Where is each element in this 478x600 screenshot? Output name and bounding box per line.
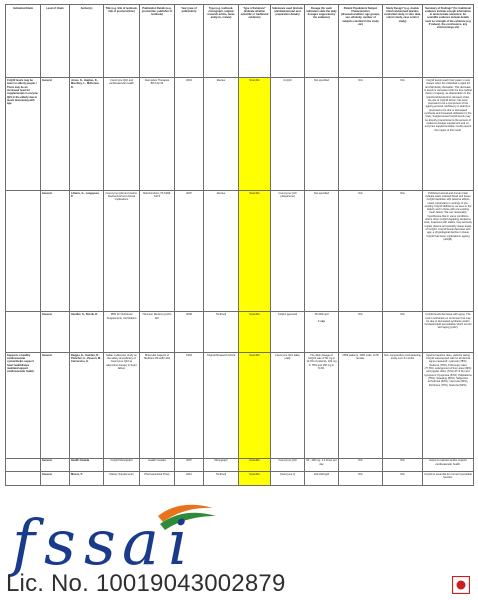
cell-year: 2004 (175, 78, 204, 191)
cell-substance: CoQ10 (271, 78, 305, 191)
cell-evidence: Scientific (239, 353, 271, 459)
table-row (6, 190, 474, 312)
cell-evidence: Scientific (239, 312, 271, 353)
cell-level: General (41, 458, 70, 472)
cell-publication: Mitochondrion 7S:S168-S174 (140, 190, 175, 312)
cell-title: PDR for Nutritional Supplements, 2nd Edition (104, 312, 140, 353)
cell-dosage: 30 - 100 mg, 1-3 times per day (305, 458, 339, 472)
cell-design: Non-comparative postmarketing study over 3 months (383, 353, 423, 459)
cell-population: N/A (339, 190, 383, 312)
cell-substance: CoQ10 (general) (271, 312, 305, 353)
cell-level: General (41, 190, 70, 312)
cell-evidence: Scientific (239, 472, 271, 486)
cell-design: N/A (383, 190, 423, 312)
cell-evidence: Scientific (239, 190, 271, 312)
cell-level: General (41, 353, 70, 459)
cell-title: CoQ10 Monograph (104, 458, 140, 472)
cell-publication: Alternative Therapies 88:3,22-33 (140, 78, 175, 191)
svg-text:i: i (168, 506, 188, 579)
cell-summary: Published animal and human trials indicate statin induced blood and tissue CoQ10 depletion with adverse effects noted, particularly in settings of pre-existing CoQ10 deficiency as seen in the elderly and in those with pre-existing heart failure. We can reasonably hypothesise that in some conditions where other CoQ10 depleting situations exist, treatment with statins may seriously impact plasma and possibly tissue levels of CoQ10. CoQ10 levels decrease with age; a physiological decline in tissue CoQ10 has been implicated in ageing (ubiQ8). (423, 190, 474, 312)
cell-evidence: Scientific (239, 78, 271, 191)
cell-authors: Health Canada (70, 458, 104, 472)
cell-population: N/A (339, 78, 383, 191)
dosage-value: 30-200mg/d (314, 313, 329, 317)
cell-publication: Molecular Aspects of Medicine 8S:s287-294 (140, 353, 175, 459)
cell-design: N/A (383, 312, 423, 353)
cell-summary: Against baseline rates, patients taking CoQ10 experienced relief in all clinical signs measured: cyanosis (78%), Oedema (79%), Pulmonary rales (77.8%), enlargement of liver area (49%) and jugular reflux (72%) (P<0.01) and symptoms: Dyspnoea (53%), Palpitations (75%), Sweating (80%), Subjective arrhythmia (63%), Insomnia (60%), Dizziness (73%), Nocturia (50%). (423, 353, 474, 459)
cell-dosage: Not specified (305, 190, 339, 312)
cell-authors: Baggio, E., Gandini, R., Plancher, A., Passeri, M., Carmosino, G. (70, 353, 104, 459)
cell-year: 2012 (175, 472, 204, 486)
cell-type: Textbook (204, 472, 239, 486)
cell-design: N/A (383, 78, 423, 191)
cell-authors: Jones, K., Hughes, K., Mischley, L., McKenna, D. (70, 78, 104, 191)
cell-claim (6, 472, 41, 486)
cell-substance: Coenzyme Q10 taken orally (271, 353, 305, 459)
cell-population: N/A (339, 312, 383, 353)
header-substance: Substance used (include plant/animal part and preparation details) (271, 5, 305, 78)
cell-type: Textbook (204, 312, 239, 353)
red-dot-icon (452, 576, 470, 594)
cell-title: Italian multicenter study on the safety and efficacy of Coenzyme Q10 as adjunctive therapy in heart failure (104, 353, 140, 459)
cell-publication: Thomson Reuters pp101-110. (140, 312, 175, 353)
cell-claim: Supports a healthy cardiovascular system/helps support heart health/helps maintain/support cardiovascular health. (6, 353, 41, 459)
cell-population: N/A (339, 458, 383, 472)
header-type: Type (e.g. textbook, monograph, original research article, meta-analysis, review) (204, 5, 239, 78)
cell-claim: CoQ10 levels may be lower in elderly people. / There may be an increased need for supplemental co-enzyme Q10 in the elderly due to levels decreasing with age. (6, 78, 41, 191)
cell-dosage (305, 312, 339, 353)
cell-type: Review (204, 78, 239, 191)
header-summary: Summary of Findings* (for traditional evidence include enough information to demonstrate relevance; for scientific evidence include details such as strength of the evidence (e.g P values), the conclusions, any shortcomings etc) (423, 5, 474, 78)
cell-summary: CoQ10 levels decrease with aging. The exact mechanism is not known but may be due to decreased synthesis and/or increased lipid peroxidation which occurs with aging (p112). (423, 312, 474, 353)
svg-text:s: s (84, 506, 116, 579)
cell-title: Coenzyme Q10 and statins: biochemical and clinical implications (104, 190, 140, 312)
cell-publication: Pharmaceutical Press (140, 472, 175, 486)
cell-dosage: The daily dosage of CoQ10 was of 50 mg in 13.4% of patients, 100 mg in 78% and 150 mg in 8.4%. (305, 353, 339, 459)
evidence-table (5, 4, 474, 486)
header-authors: Author(s) (70, 5, 104, 78)
header-publication: Publication Details (e.g. journal title, publisher of textbook) (140, 5, 175, 78)
cell-dosage: 100-320mg/d (305, 472, 339, 486)
cell-title: Coenzyme Q10 and cardiovascular health (104, 78, 140, 191)
svg-text:f: f (12, 506, 35, 579)
cell-year: 1994 (175, 353, 204, 459)
cell-type: Monograph (204, 458, 239, 472)
cell-claim (6, 190, 41, 312)
cell-publication: Health Canada (140, 458, 175, 472)
header-year: Year (year of publication) (175, 5, 204, 78)
svg-text:a: a (122, 506, 159, 579)
header-title: Title (e.g. title of textbook, title of journal article) (104, 5, 140, 78)
cell-summary: Helps to maintain and/or support cardiovascular health. (423, 458, 474, 472)
cell-substance: Coenzyme Q10 (271, 458, 305, 472)
cell-year: 2007 (175, 190, 204, 312)
header-evidence: Type of Evidence* (indicate whether scientific or traditional evidence) (239, 5, 271, 78)
cell-claim (6, 458, 41, 472)
table-row (6, 312, 474, 353)
header-level: Level of Claim (41, 5, 70, 78)
cell-evidence: Scientific (239, 458, 271, 472)
cell-summary: CoQ10 levels reach their peak in most tissues when the individual is aged 20 and fall slowly thereafter. This decrease in levels is consistent with the free radical theory of ageing, as deterioration in the mitochondrial electron transport chain, the site of CoQ10 action, has been proposed to be a component of the ageing process. Deficiency in elderly is proposed to be due to decreased synthesis and increased utilisation by the body. Supplemental CoQ10 levels may be directly proportional to the amount of evidence dosage supplement and co-enzymes supplementation could prevent the impact of this result. (423, 78, 474, 191)
cell-title: Dietary Supplements (104, 472, 140, 486)
cell-design: N/A (383, 472, 423, 486)
table-row (6, 78, 474, 191)
table-row (6, 458, 474, 472)
cell-level: General (41, 312, 70, 353)
header-indication: Indication/Claim (6, 5, 41, 78)
header-design: Study Design* (e.g. double blind randomised placebo controlled study, in vitro data, cohort study, case control study) (383, 5, 423, 78)
cell-level: General (41, 472, 70, 486)
cell-population: N/A (339, 472, 383, 486)
cell-year: 2007 (175, 458, 204, 472)
cell-summary: CoQ10 is essential for normal myocardial function. (423, 472, 474, 486)
cell-design: N/A (383, 458, 423, 472)
license-number: Lic. No. 10019043002879 (6, 570, 286, 597)
header-dosage: Dosage (for each indication state the daily dosages supported by the evidence) (305, 5, 339, 78)
cell-authors: Mason, P. (70, 472, 104, 486)
cell-substance: Coenzyme Q (271, 472, 305, 486)
cell-authors: Hendler, S., Rorvik, D. (70, 312, 104, 353)
cell-year: 2008 (175, 312, 204, 353)
cell-level: General (41, 78, 70, 191)
cell-type: Review (204, 190, 239, 312)
table-row (6, 472, 474, 486)
header-population: Patient Population/ Subject Characteristics (disease/condition, age groups, sex, ethnicity, number of subjects enrolled in the study etc) (339, 5, 383, 78)
cell-claim (6, 312, 41, 353)
table-header-row (6, 5, 474, 78)
dosage-note: 1 cap (318, 319, 325, 323)
cell-substance: Coenzyme Q10 (ubiquinone) (271, 190, 305, 312)
cell-dosage: Not specified (305, 78, 339, 191)
cell-authors: Littarru, G., Langsjoen, P. (70, 190, 104, 312)
cell-type: Original Research Article (204, 353, 239, 459)
cell-population: 2359 patients, 1081 male, 1178 female. (339, 353, 383, 459)
table-row (6, 353, 474, 459)
svg-text:s: s (44, 506, 76, 579)
